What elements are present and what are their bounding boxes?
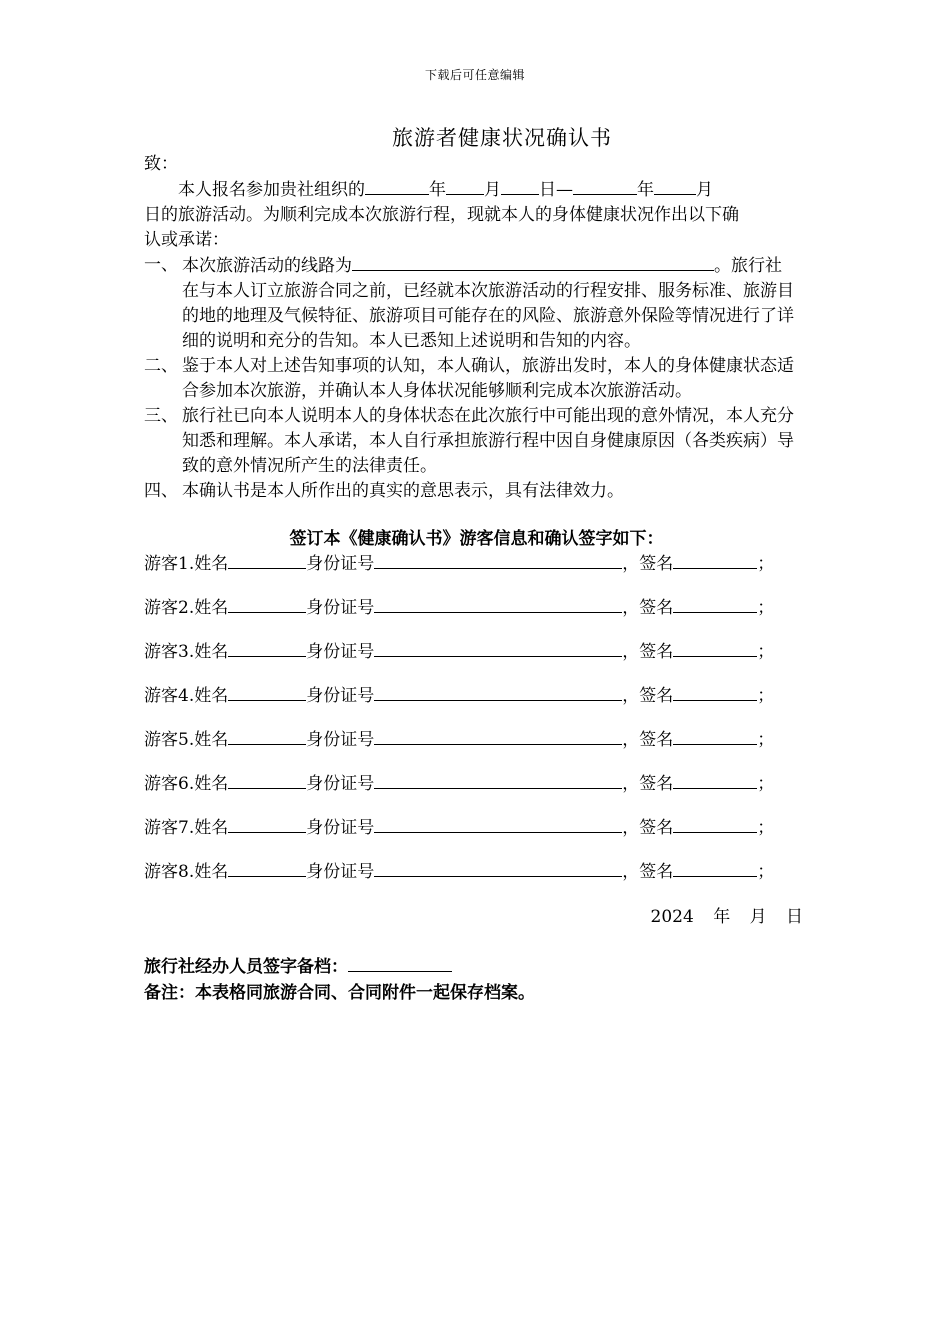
id-label: 身份证号 [306,554,375,574]
guest-label: 游客2. [144,598,195,618]
guest-row [144,857,809,882]
signature-blank[interactable] [673,639,757,657]
clause-2-text: 鉴于本人对上述告知事项的认知，本人确认，旅游出发时，本人的身体健康状态适合参加本次旅游，并确认本人身体状况能够顺利完成本次旅游活动。 [182,356,794,401]
signature-blank[interactable] [673,859,757,877]
guest-label: 游客1. [144,554,195,574]
date-year-label: 年 [713,907,731,927]
row-end: ； [757,686,775,706]
guest-label: 游客7. [144,818,195,838]
clause-1-lead: 本次旅游活动的线路为 [182,256,352,276]
name-blank[interactable] [228,859,306,877]
clause-4-text: 本确认书是本人所作出的真实的意思表示，具有法律效力。 [182,481,624,501]
row-end: ； [757,598,775,618]
signature-blank[interactable] [673,551,757,569]
guest-row [144,593,809,618]
guest-label: 游客6. [144,774,195,794]
year-label-2: 年 [637,180,654,200]
guest-label: 游客8. [144,862,195,882]
guest-label: 游客5. [144,730,195,750]
id-label: 身份证号 [306,730,375,750]
id-label: 身份证号 [306,862,375,882]
guest-row [144,725,809,750]
sign-label: ，签名 [622,554,674,574]
sign-label: ，签名 [622,598,674,618]
sign-label: ，签名 [622,774,674,794]
id-number-blank[interactable] [374,727,622,745]
sign-label: ，签名 [622,818,674,838]
signature-blank[interactable] [673,683,757,701]
id-number-blank[interactable] [374,859,622,877]
name-blank[interactable] [228,551,306,569]
id-label: 身份证号 [306,598,375,618]
row-end: ； [757,730,775,750]
id-label: 身份证号 [306,818,375,838]
agent-signature-blank[interactable] [348,954,452,972]
clause-number: 一、 [144,255,178,275]
route-blank[interactable] [352,253,714,271]
clause-3-text: 旅行社已向本人说明本人的身体状态在此次旅行中可能出现的意外情况，本人充分知悉和理解。本人承诺，本人自行承担旅游行程中因自身健康原因（各类疾病）导致的意外情况所产生的法律责任。 [182,406,794,476]
name-label: 姓名 [194,730,229,750]
guest-row [144,813,809,838]
id-number-blank[interactable] [374,815,622,833]
intro-text: 本人报名参加贵社组织的 [178,180,365,200]
date-line [651,902,803,927]
id-number-blank[interactable] [374,771,622,789]
guest-row [144,549,809,574]
end-year-blank[interactable] [573,177,637,195]
row-end: ； [757,554,775,574]
guest-row [144,637,809,662]
name-label: 姓名 [194,554,229,574]
name-blank[interactable] [228,815,306,833]
id-label: 身份证号 [306,686,375,706]
date-month-label: 月 [749,907,767,927]
clause-4 [144,479,809,504]
clause-2 [144,354,809,404]
month-label: 月 [484,180,501,200]
header-note: 下载后可任意编辑 [424,68,525,82]
clause-number: 四、 [144,481,178,501]
signature-blank[interactable] [673,595,757,613]
intro-line-3: 认或承诺： [144,230,229,250]
row-end: ； [757,774,775,794]
start-day-blank[interactable] [501,177,539,195]
id-number-blank[interactable] [374,551,622,569]
signature-blank[interactable] [673,727,757,745]
row-end: ； [757,862,775,882]
guest-row [144,769,809,794]
intro-line-1 [144,177,809,203]
id-label: 身份证号 [306,642,375,662]
row-end: ； [757,818,775,838]
clause-1-tail: 。旅行社 [714,256,782,276]
year-label: 年 [429,180,446,200]
intro-line-2: 日的旅游活动。为顺利完成本次旅游行程，现就本人的身体健康状况作出以下确 [144,205,739,225]
sign-label: ，签名 [622,862,674,882]
name-label: 姓名 [194,774,229,794]
clause-1 [144,253,809,354]
name-label: 姓名 [194,862,229,882]
name-label: 姓名 [194,598,229,618]
sign-label: ，签名 [622,642,674,662]
signature-blank[interactable] [673,771,757,789]
id-number-blank[interactable] [374,683,622,701]
document-body [144,152,809,504]
to-line: 致： [144,154,178,174]
start-month-blank[interactable] [446,177,484,195]
sign-label: ，签名 [622,686,674,706]
row-end: ； [757,642,775,662]
name-label: 姓名 [194,818,229,838]
name-blank[interactable] [228,771,306,789]
name-blank[interactable] [228,683,306,701]
start-year-blank[interactable] [365,177,429,195]
date-day-label: 日 [786,907,803,927]
day-dash-label: 日— [539,180,573,200]
guest-label: 游客3. [144,642,195,662]
agent-label: 旅行社经办人员签字备档： [144,957,348,977]
id-number-blank[interactable] [374,595,622,613]
end-month-blank[interactable] [654,177,696,195]
document-title: 旅游者健康状况确认书 [392,126,612,150]
name-label: 姓名 [194,642,229,662]
name-blank[interactable] [228,595,306,613]
id-label: 身份证号 [306,774,375,794]
id-number-blank[interactable] [374,639,622,657]
name-blank[interactable] [228,727,306,745]
remark: 备注：本表格同旅游合同、合同附件一起保存档案。 [144,983,535,1003]
clause-3 [144,404,809,479]
name-blank[interactable] [228,639,306,657]
clause-number: 三、 [144,406,178,426]
guest-row [144,681,809,706]
signature-blank[interactable] [673,815,757,833]
name-label: 姓名 [194,686,229,706]
clause-number: 二、 [144,356,178,376]
clause-1-text: 在与本人订立旅游合同之前，已经就本次旅游活动的行程安排、服务标准、旅游目的地的地理及气候特征、旅游项目可能存在的风险、旅游意外保险等情况进行了详细的说明和充分的告知。本人已悉知上述说明和告知的内容。 [182,281,794,351]
guest-label: 游客4. [144,686,195,706]
signature-heading: 签订本《健康确认书》游客信息和确认签字如下： [289,529,664,549]
date-year: 2024 [650,907,694,927]
agent-signature-line [144,952,452,977]
month-label-2: 月 [696,180,713,200]
sign-label: ，签名 [622,730,674,750]
